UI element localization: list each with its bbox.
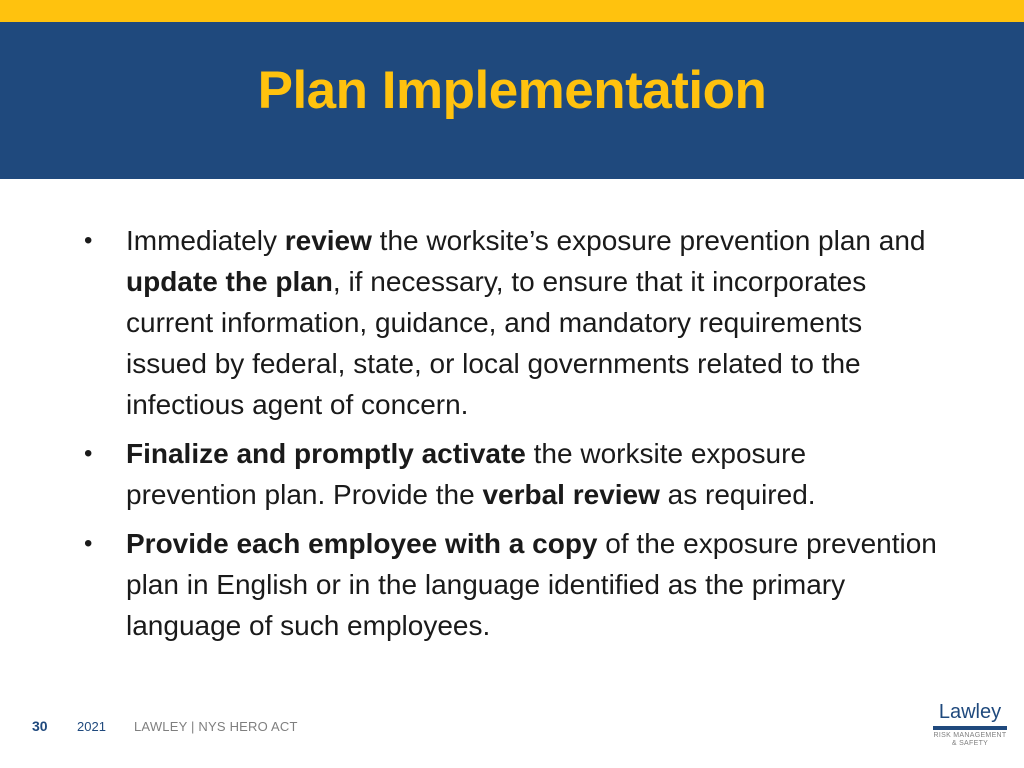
bullet-dot-icon: • (84, 530, 93, 557)
bullet-segment: the worksite’s exposure prevention plan and (371, 225, 926, 256)
bullet-segment-bold: Provide each employee with a copy (126, 528, 598, 559)
bullet-item (84, 433, 944, 515)
bullet-dot-icon: • (84, 440, 93, 467)
bullet-segment: Immediately (126, 225, 285, 256)
bullet-segment-bold: review (284, 225, 372, 256)
logo-name: Lawley (938, 701, 1002, 723)
bullet-segment: the worksite exposure prevention plan. Provide the (126, 438, 807, 510)
bullet-segment: , if necessary, to ensure that it incorporates current information, guidance, and mandatory requirements issued by federal, state, or local governments related to the infectious agent of concern. (126, 266, 867, 420)
lawley-logo (924, 700, 1016, 748)
top-accent-stripe (0, 0, 1024, 22)
bullet-item (84, 523, 944, 646)
bullet-segment-bold: update the plan (126, 266, 333, 297)
footer-text: LAWLEY | NYS HERO ACT (134, 719, 298, 734)
bullet-segment: as required. (659, 479, 816, 510)
logo-bar (933, 726, 1007, 730)
page-number: 30 (32, 718, 48, 734)
bullet-list (84, 220, 944, 654)
bullet-segment-bold: Finalize and promptly activate (126, 438, 526, 469)
slide-title: Plan Implementation (257, 61, 767, 120)
logo-tagline-1: RISK MANAGEMENT (933, 732, 1007, 739)
footer-year: 2021 (77, 719, 106, 734)
bullet-segment-bold: verbal review (482, 479, 660, 510)
logo-tagline-2: & SAFETY (951, 740, 989, 747)
bullet-item (84, 220, 944, 425)
bullet-segment: of the exposure prevention plan in English or in the language identified as the primary language of such employees. (126, 528, 937, 641)
bullet-dot-icon: • (84, 227, 93, 254)
